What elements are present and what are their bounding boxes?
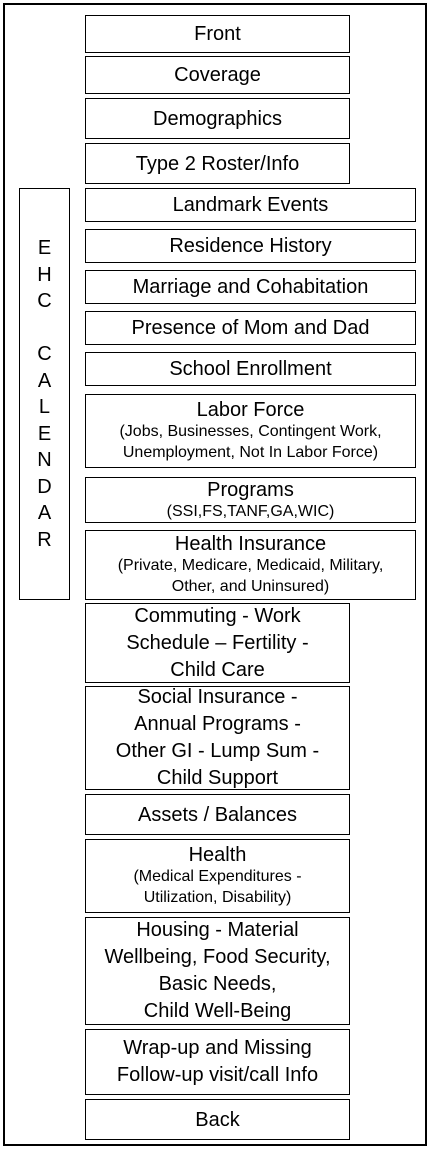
- section-school-enrollment-label: School Enrollment: [169, 358, 332, 380]
- ehc-calendar-label: [19, 188, 70, 600]
- section-labor-force[interactable]: [85, 394, 416, 468]
- section-programs[interactable]: [85, 477, 416, 523]
- ehc-letter: A: [37, 369, 52, 392]
- ehc-letter: E: [37, 237, 52, 259]
- section-assets-label: Assets / Balances: [138, 803, 297, 826]
- section-front[interactable]: [85, 15, 350, 53]
- section-health-subtitle: (Medical Expenditures - Utilization, Disability): [133, 868, 302, 906]
- section-back[interactable]: [85, 1099, 350, 1140]
- ehc-letter: N: [37, 449, 52, 471]
- ehc-letter: H: [37, 263, 52, 286]
- section-wrapup[interactable]: [85, 1029, 350, 1095]
- section-landmark-events-label: Landmark Events: [172, 194, 329, 216]
- section-type2-roster[interactable]: [85, 143, 350, 184]
- ehc-letter: L: [38, 396, 51, 418]
- section-marriage[interactable]: [85, 270, 416, 304]
- section-marriage-label: Marriage and Cohabitation: [132, 276, 369, 298]
- ehc-letter: C: [37, 343, 52, 365]
- section-back-label: Back: [195, 1108, 240, 1131]
- section-landmark-events[interactable]: [85, 188, 416, 222]
- section-health-insurance[interactable]: [85, 530, 416, 600]
- section-wrapup-label: Wrap-up and Missing Follow-up visit/call Info: [116, 1037, 319, 1086]
- section-coverage[interactable]: [85, 56, 350, 94]
- section-type2-roster-label: Type 2 Roster/Info: [135, 152, 300, 175]
- ehc-letter: C: [37, 290, 52, 312]
- section-programs-subtitle: (SSI,FS,TANF,GA,WIC): [166, 502, 335, 520]
- section-housing[interactable]: [85, 917, 350, 1025]
- section-school-enrollment[interactable]: [85, 352, 416, 386]
- section-labor-force-title: Labor Force: [196, 399, 305, 422]
- section-social-insurance-label: Social Insurance - Annual Programs - Other GI - Lump Sum - Child Support: [115, 686, 320, 789]
- ehc-letter: D: [37, 475, 52, 498]
- ehc-letter: E: [37, 422, 52, 445]
- section-coverage-label: Coverage: [174, 64, 261, 86]
- section-housing-label: Housing - Material Wellbeing, Food Security, Basic Needs, Child Well-Being: [104, 919, 331, 1022]
- section-commuting-label: Commuting - Work Schedule – Fertility - Child Care: [126, 604, 309, 681]
- section-presence-mom-dad[interactable]: [85, 311, 416, 345]
- section-health-insurance-subtitle: (Private, Medicare, Medicaid, Military, Other, and Uninsured): [117, 557, 384, 595]
- section-residence-history-label: Residence History: [169, 235, 332, 257]
- section-health-insurance-title: Health Insurance: [174, 533, 327, 556]
- ehc-letter: A: [37, 502, 52, 524]
- section-health-title: Health: [188, 844, 247, 867]
- section-front-label: Front: [194, 23, 241, 45]
- section-programs-title: Programs: [207, 478, 294, 501]
- ehc-letter: R: [37, 528, 52, 551]
- section-labor-force-subtitle: (Jobs, Businesses, Contingent Work, Unemployment, Not In Labor Force): [119, 423, 382, 461]
- section-demographics[interactable]: [85, 98, 350, 139]
- section-assets[interactable]: [85, 794, 350, 835]
- section-health[interactable]: [85, 839, 350, 913]
- section-social-insurance[interactable]: [85, 686, 350, 790]
- section-residence-history[interactable]: [85, 229, 416, 263]
- section-commuting[interactable]: [85, 603, 350, 683]
- section-presence-mom-dad-label: Presence of Mom and Dad: [131, 317, 370, 339]
- section-demographics-label: Demographics: [153, 107, 282, 130]
